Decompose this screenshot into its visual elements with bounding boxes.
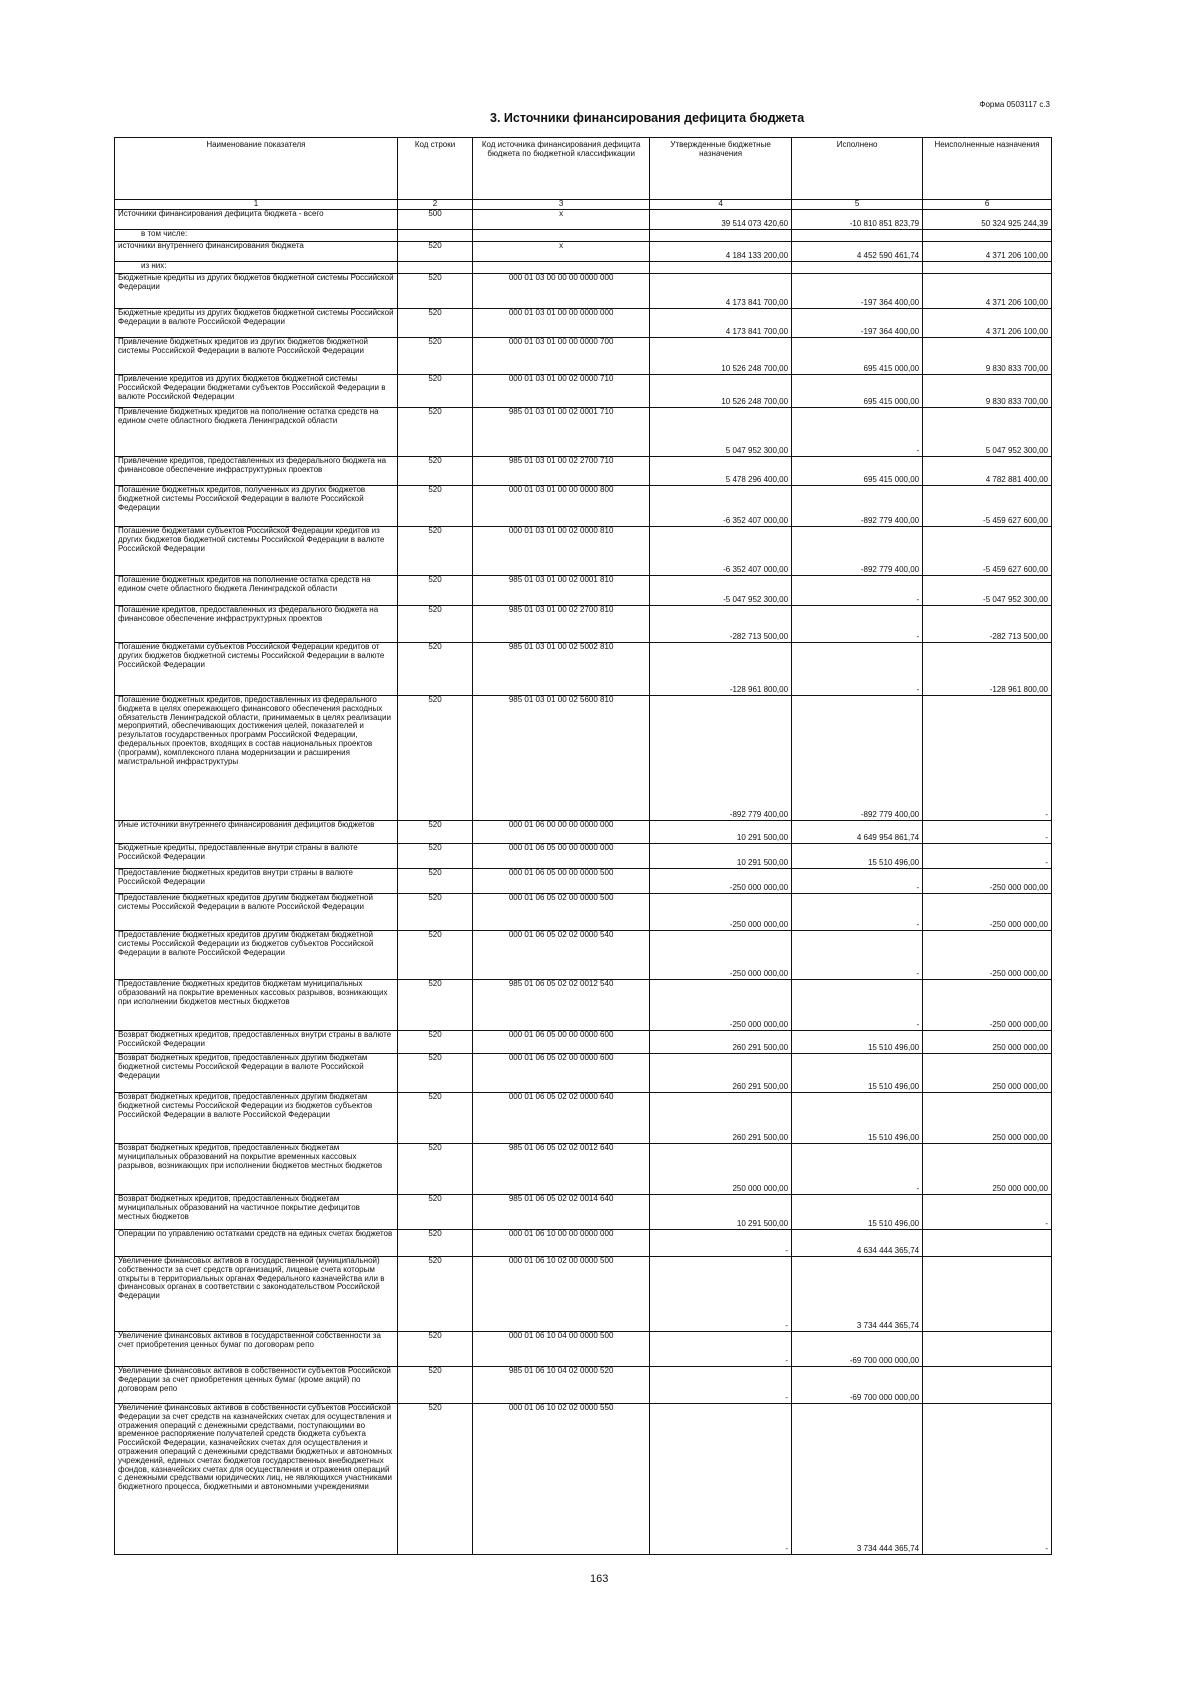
row-line-code: 520 (397, 242, 472, 262)
row-approved: -128 961 800,00 (650, 643, 792, 696)
table-row (115, 309, 1052, 338)
table-subheading-row (115, 230, 1052, 242)
column-number: 6 (923, 200, 1052, 210)
row-line-code: 520 (397, 1144, 472, 1195)
column-number: 1 (115, 200, 398, 210)
header-row (115, 138, 1052, 200)
row-unexecuted (923, 1257, 1052, 1332)
row-approved: - (650, 1332, 792, 1367)
row-approved: -250 000 000,00 (650, 931, 792, 980)
table-row (115, 1367, 1052, 1404)
row-executed: 15 510 496,00 (792, 1195, 923, 1230)
row-unexecuted: - (923, 844, 1052, 869)
row-source-code: 000 01 06 05 02 00 0000 500 (473, 894, 650, 931)
row-source-code (473, 262, 650, 274)
row-line-code: 520 (397, 1404, 472, 1555)
row-approved: 260 291 500,00 (650, 1031, 792, 1054)
row-unexecuted: -250 000 000,00 (923, 931, 1052, 980)
header-unexecuted: Неисполненные назначения (923, 138, 1052, 200)
table-body (115, 210, 1052, 1555)
row-approved: -282 713 500,00 (650, 606, 792, 643)
row-unexecuted: 4 371 206 100,00 (923, 309, 1052, 338)
row-name: Предоставление бюджетных кредитов внутри страны в валюте Российской Федерации (115, 869, 398, 894)
row-unexecuted: -250 000 000,00 (923, 869, 1052, 894)
row-unexecuted: -5 459 627 600,00 (923, 486, 1052, 527)
row-executed: - (792, 931, 923, 980)
row-executed: -69 700 000 000,00 (792, 1367, 923, 1404)
table-row (115, 980, 1052, 1031)
row-line-code: 520 (397, 844, 472, 869)
row-source-code: 000 01 06 10 04 00 0000 500 (473, 1332, 650, 1367)
row-name: Погашение бюджетных кредитов, предоставленных из федерального бюджета в целях опережающего финансового обеспечения расходных обязательств Ленинградской области, принимаемых в целях реализации мероприятий, обеспечивающих достижения целей, показателей и результатов государственных программ Российской Федерации, федеральных проектов, входящих в состав национальных проектов (программ), комплексного плана модернизации и расширения магистральной инфраструктуры (115, 696, 398, 821)
header-approved: Утвержденные бюджетные назначения (650, 138, 792, 200)
table-row (115, 274, 1052, 309)
row-line-code: 520 (397, 643, 472, 696)
row-approved: 10 291 500,00 (650, 844, 792, 869)
row-source-code: 000 01 06 10 00 00 0000 000 (473, 1230, 650, 1257)
row-line-code: 520 (397, 274, 472, 309)
column-number-row (115, 200, 1052, 210)
page-title: 3. Источники финансирования дефицита бюджета (490, 111, 805, 125)
table-row (115, 1031, 1052, 1054)
row-source-code: 985 01 03 01 00 02 5600 810 (473, 696, 650, 821)
table-row (115, 821, 1052, 844)
row-approved: -6 352 407 000,00 (650, 527, 792, 576)
row-unexecuted: -5 459 627 600,00 (923, 527, 1052, 576)
row-line-code (397, 230, 472, 242)
row-unexecuted: -5 047 952 300,00 (923, 576, 1052, 606)
row-name: Привлечение бюджетных кредитов на пополнение остатка средств на едином счете областного бюджета Ленинградской области (115, 408, 398, 457)
table-row (115, 457, 1052, 486)
row-source-code: 000 01 03 01 00 00 0000 800 (473, 486, 650, 527)
header-executed: Исполнено (792, 138, 923, 200)
row-line-code: 520 (397, 869, 472, 894)
row-unexecuted: -250 000 000,00 (923, 980, 1052, 1031)
row-executed: -197 364 400,00 (792, 274, 923, 309)
row-executed: 4 634 444 365,74 (792, 1230, 923, 1257)
row-executed: - (792, 643, 923, 696)
row-line-code: 520 (397, 1367, 472, 1404)
row-approved: 260 291 500,00 (650, 1093, 792, 1144)
row-line-code: 520 (397, 309, 472, 338)
row-source-code: 000 01 06 10 02 02 0000 550 (473, 1404, 650, 1555)
row-approved: -250 000 000,00 (650, 980, 792, 1031)
row-name: Увеличение финансовых активов в государственной (муниципальной) собственности за счет средств организаций, лицевые счета которым открыты в территориальных органах Федерального казначейства или в финансовых органах в соответствии с законодательством Российской Федерации (115, 1257, 398, 1332)
row-executed: 695 415 000,00 (792, 457, 923, 486)
table-row (115, 869, 1052, 894)
table-row (115, 408, 1052, 457)
row-executed: -10 810 851 823,79 (792, 210, 923, 230)
row-line-code: 520 (397, 1230, 472, 1257)
row-source-code: 000 01 03 00 00 00 0000 000 (473, 274, 650, 309)
table-row (115, 1332, 1052, 1367)
column-number: 5 (792, 200, 923, 210)
row-line-code: 520 (397, 1054, 472, 1093)
row-approved: 10 526 248 700,00 (650, 375, 792, 408)
row-source-code: 985 01 03 01 00 02 5002 810 (473, 643, 650, 696)
row-executed: -892 779 400,00 (792, 696, 923, 821)
row-source-code: 000 01 03 01 00 02 0000 710 (473, 375, 650, 408)
row-name: Бюджетные кредиты из других бюджетов бюджетной системы Российской Федерации в валюте Российской Федерации (115, 309, 398, 338)
row-approved: 250 000 000,00 (650, 1144, 792, 1195)
row-executed: -69 700 000 000,00 (792, 1332, 923, 1367)
row-source-code: x (473, 210, 650, 230)
row-unexecuted: -282 713 500,00 (923, 606, 1052, 643)
row-approved: - (650, 1230, 792, 1257)
row-approved: -6 352 407 000,00 (650, 486, 792, 527)
table-row (115, 486, 1052, 527)
table-row (115, 1404, 1052, 1555)
row-name: Погашение бюджетами субъектов Российской Федерации кредитов от других бюджетов бюджетной системы Российской Федерации в валюте Российской Федерации (115, 643, 398, 696)
row-approved: 4 173 841 700,00 (650, 274, 792, 309)
form-label: Форма 0503117 с.3 (979, 100, 1050, 109)
row-line-code: 520 (397, 931, 472, 980)
row-approved: 4 173 841 700,00 (650, 309, 792, 338)
row-executed: 3 734 444 365,74 (792, 1404, 923, 1555)
row-unexecuted: 4 371 206 100,00 (923, 242, 1052, 262)
table-row (115, 576, 1052, 606)
row-executed: -892 779 400,00 (792, 527, 923, 576)
row-executed: 4 649 954 861,74 (792, 821, 923, 844)
row-name: Погашение бюджетами субъектов Российской Федерации кредитов из других бюджетов бюджетной системы Российской Федерации в валюте Российской Федерации (115, 527, 398, 576)
row-line-code: 500 (397, 210, 472, 230)
row-name: Привлечение бюджетных кредитов из других бюджетов бюджетной системы Российской Федерации в валюте Российской Федерации (115, 338, 398, 375)
row-source-code: 985 01 06 05 02 02 0014 640 (473, 1195, 650, 1230)
row-approved: 10 526 248 700,00 (650, 338, 792, 375)
header-source-code: Код источника финансирования дефицита бюджета по бюджетной классификации (473, 138, 650, 200)
table-row (115, 696, 1052, 821)
row-name: источники внутреннего финансирования бюджета (115, 242, 398, 262)
row-unexecuted (923, 1230, 1052, 1257)
table-row (115, 375, 1052, 408)
row-name: в том числе: (115, 230, 398, 242)
row-source-code: 000 01 03 01 00 02 0000 810 (473, 527, 650, 576)
row-source-code: 985 01 03 01 00 02 0001 710 (473, 408, 650, 457)
row-approved: 5 478 296 400,00 (650, 457, 792, 486)
row-name: Источники финансирования дефицита бюджета - всего (115, 210, 398, 230)
row-name: Иные источники внутреннего финансирования дефицитов бюджетов (115, 821, 398, 844)
row-source-code: 000 01 06 10 02 00 0000 500 (473, 1257, 650, 1332)
row-source-code: 000 01 06 00 00 00 0000 000 (473, 821, 650, 844)
row-executed: - (792, 980, 923, 1031)
row-source-code: 000 01 03 01 00 00 0000 000 (473, 309, 650, 338)
row-executed: 15 510 496,00 (792, 1054, 923, 1093)
row-line-code: 520 (397, 980, 472, 1031)
column-number: 2 (397, 200, 472, 210)
row-unexecuted: - (923, 696, 1052, 821)
row-name: Бюджетные кредиты из других бюджетов бюджетной системы Российской Федерации (115, 274, 398, 309)
row-unexecuted: 250 000 000,00 (923, 1093, 1052, 1144)
row-executed: - (792, 894, 923, 931)
row-unexecuted: -128 961 800,00 (923, 643, 1052, 696)
row-source-code: 985 01 03 01 00 02 2700 710 (473, 457, 650, 486)
table-row (115, 894, 1052, 931)
table-row (115, 1230, 1052, 1257)
row-name: Возврат бюджетных кредитов, предоставленных бюджетам муниципальных образований на частичное покрытие дефицитов местных бюджетов (115, 1195, 398, 1230)
row-unexecuted: 4 782 881 400,00 (923, 457, 1052, 486)
table-row (115, 338, 1052, 375)
table-row (115, 844, 1052, 869)
row-source-code: 000 01 06 05 02 02 0000 540 (473, 931, 650, 980)
row-approved: 10 291 500,00 (650, 1195, 792, 1230)
row-source-code: 985 01 06 05 02 02 0012 540 (473, 980, 650, 1031)
header-name: Наименование показателя (115, 138, 398, 200)
row-source-code: 000 01 06 05 00 00 0000 500 (473, 869, 650, 894)
row-line-code: 520 (397, 576, 472, 606)
column-number: 3 (473, 200, 650, 210)
row-unexecuted: 9 830 833 700,00 (923, 338, 1052, 375)
table-row (115, 210, 1052, 230)
row-approved: 39 514 073 420,60 (650, 210, 792, 230)
row-source-code: 985 01 06 10 04 02 0000 520 (473, 1367, 650, 1404)
row-executed: - (792, 1144, 923, 1195)
row-approved: -250 000 000,00 (650, 894, 792, 931)
row-name: Погашение бюджетных кредитов, полученных из других бюджетов бюджетной системы Российской Федерации в валюте Российской Федерации (115, 486, 398, 527)
row-executed: - (792, 576, 923, 606)
page-number: 163 (590, 1573, 609, 1585)
table-row (115, 1195, 1052, 1230)
table-row (115, 606, 1052, 643)
row-name: Бюджетные кредиты, предоставленные внутри страны в валюте Российской Федерации (115, 844, 398, 869)
row-line-code: 520 (397, 821, 472, 844)
header-line-code: Код строки (397, 138, 472, 200)
row-source-code: 000 01 06 05 00 00 0000 600 (473, 1031, 650, 1054)
row-name: Возврат бюджетных кредитов, предоставленных внутри страны в валюте Российской Федерации (115, 1031, 398, 1054)
row-executed (792, 262, 923, 274)
row-name: Предоставление бюджетных кредитов другим бюджетам бюджетной системы Российской Федерации в валюте Российской Федерации (115, 894, 398, 931)
row-executed: - (792, 606, 923, 643)
row-name: Погашение кредитов, предоставленных из федерального бюджета на финансовое обеспечение инфраструктурных проектов (115, 606, 398, 643)
row-executed: -892 779 400,00 (792, 486, 923, 527)
row-name: Возврат бюджетных кредитов, предоставленных бюджетам муниципальных образований на покрытие временных кассовых разрывов, возникающих при исполнении бюджетов местных бюджетов (115, 1144, 398, 1195)
row-approved: 4 184 133 200,00 (650, 242, 792, 262)
row-line-code: 520 (397, 894, 472, 931)
row-executed: - (792, 408, 923, 457)
row-approved: -250 000 000,00 (650, 869, 792, 894)
row-unexecuted: -250 000 000,00 (923, 894, 1052, 931)
row-approved (650, 230, 792, 242)
row-line-code (397, 262, 472, 274)
row-line-code: 520 (397, 1257, 472, 1332)
row-name: Увеличение финансовых активов в собственности субъектов Российской Федерации за счет приобретения ценных бумаг (кроме акций) по договорам репо (115, 1367, 398, 1404)
row-name: Привлечение кредитов из других бюджетов бюджетной системы Российской Федерации бюджетами субъектов Российской Федерации в валюте Российской Федерации (115, 375, 398, 408)
row-unexecuted: - (923, 1404, 1052, 1555)
row-unexecuted (923, 1332, 1052, 1367)
row-name: Возврат бюджетных кредитов, предоставленных другим бюджетам бюджетной системы Российской Федерации в валюте Российской Федерации (115, 1054, 398, 1093)
row-approved (650, 262, 792, 274)
table-row (115, 527, 1052, 576)
row-unexecuted: - (923, 1195, 1052, 1230)
row-executed: 3 734 444 365,74 (792, 1257, 923, 1332)
row-executed: - (792, 869, 923, 894)
row-line-code: 520 (397, 408, 472, 457)
row-approved: -892 779 400,00 (650, 696, 792, 821)
row-approved: - (650, 1404, 792, 1555)
row-line-code: 520 (397, 1031, 472, 1054)
row-name: Увеличение финансовых активов в собственности субъектов Российской Федерации за счет средств на казначейских счетах для осуществления и отражения операций с денежными средствами, поступающими во временное распоряжение получателей средств бюджета субъекта Российской Федерации, казначейских счетах для осуществления и отражения операций с денежными средствами бюджетных и автономных учреждений, единых счетах бюджетов государственных внебюджетных фондов, казначейских счетах для осуществления и отражения операций с денежными средствами юридических лиц, не являющихся участниками бюджетного процесса, бюджетными и автономными учреждениями (115, 1404, 398, 1555)
row-approved: - (650, 1367, 792, 1404)
row-source-code: 985 01 06 05 02 02 0012 640 (473, 1144, 650, 1195)
row-unexecuted: 50 324 925 244,39 (923, 210, 1052, 230)
row-approved: 10 291 500,00 (650, 821, 792, 844)
row-executed: 15 510 496,00 (792, 844, 923, 869)
row-source-code (473, 230, 650, 242)
table-row (115, 1054, 1052, 1093)
row-source-code: 000 01 03 01 00 00 0000 700 (473, 338, 650, 375)
sources-table (114, 137, 1052, 1555)
row-executed: 15 510 496,00 (792, 1093, 923, 1144)
table-row (115, 242, 1052, 262)
row-executed: -197 364 400,00 (792, 309, 923, 338)
row-line-code: 520 (397, 1195, 472, 1230)
row-name: Предоставление бюджетных кредитов другим бюджетам бюджетной системы Российской Федерации из бюджетов субъектов Российской Федерации в валюте Российской Федерации (115, 931, 398, 980)
row-unexecuted: 250 000 000,00 (923, 1054, 1052, 1093)
table-row (115, 931, 1052, 980)
row-line-code: 520 (397, 1093, 472, 1144)
row-line-code: 520 (397, 375, 472, 408)
row-unexecuted: 9 830 833 700,00 (923, 375, 1052, 408)
row-unexecuted (923, 262, 1052, 274)
row-executed: 695 415 000,00 (792, 375, 923, 408)
row-name: из них: (115, 262, 398, 274)
row-name: Погашение бюджетных кредитов на пополнение остатка средств на едином счете областного бюджета Ленинградской области (115, 576, 398, 606)
row-source-code: x (473, 242, 650, 262)
row-line-code: 520 (397, 606, 472, 643)
row-line-code: 520 (397, 338, 472, 375)
row-line-code: 520 (397, 527, 472, 576)
row-unexecuted (923, 1367, 1052, 1404)
row-approved: 260 291 500,00 (650, 1054, 792, 1093)
row-line-code: 520 (397, 486, 472, 527)
row-approved: - (650, 1257, 792, 1332)
row-name: Предоставление бюджетных кредитов бюджетам муниципальных образований на покрытие временных кассовых разрывов, возникающих при исполнении бюджетов местных бюджетов (115, 980, 398, 1031)
table-subheading-row (115, 262, 1052, 274)
row-line-code: 520 (397, 1332, 472, 1367)
row-approved: 5 047 952 300,00 (650, 408, 792, 457)
row-source-code: 000 01 06 05 02 00 0000 600 (473, 1054, 650, 1093)
row-unexecuted: 5 047 952 300,00 (923, 408, 1052, 457)
row-unexecuted: 250 000 000,00 (923, 1144, 1052, 1195)
row-executed: 15 510 496,00 (792, 1031, 923, 1054)
row-source-code: 000 01 06 05 02 02 0000 640 (473, 1093, 650, 1144)
row-unexecuted (923, 230, 1052, 242)
row-executed: 4 452 590 461,74 (792, 242, 923, 262)
table-row (115, 1093, 1052, 1144)
row-name: Возврат бюджетных кредитов, предоставленных другим бюджетам бюджетной системы Российской Федерации из бюджетов субъектов Российской Федерации в валюте Российской Федерации (115, 1093, 398, 1144)
row-unexecuted: 4 371 206 100,00 (923, 274, 1052, 309)
row-unexecuted: - (923, 821, 1052, 844)
row-source-code: 985 01 03 01 00 02 2700 810 (473, 606, 650, 643)
table-row (115, 1144, 1052, 1195)
column-number: 4 (650, 200, 792, 210)
row-executed: 695 415 000,00 (792, 338, 923, 375)
row-source-code: 985 01 03 01 00 02 0001 810 (473, 576, 650, 606)
row-executed (792, 230, 923, 242)
table-row (115, 643, 1052, 696)
row-source-code: 000 01 06 05 00 00 0000 000 (473, 844, 650, 869)
row-approved: -5 047 952 300,00 (650, 576, 792, 606)
row-line-code: 520 (397, 696, 472, 821)
row-name: Операции по управлению остатками средств на единых счетах бюджетов (115, 1230, 398, 1257)
row-unexecuted: 250 000 000,00 (923, 1031, 1052, 1054)
row-name: Увеличение финансовых активов в государственной собственности за счет приобретения ценных бумаг по договорам репо (115, 1332, 398, 1367)
table-row (115, 1257, 1052, 1332)
row-line-code: 520 (397, 457, 472, 486)
row-name: Привлечение кредитов, предоставленных из федерального бюджета на финансовое обеспечение инфраструктурных проектов (115, 457, 398, 486)
